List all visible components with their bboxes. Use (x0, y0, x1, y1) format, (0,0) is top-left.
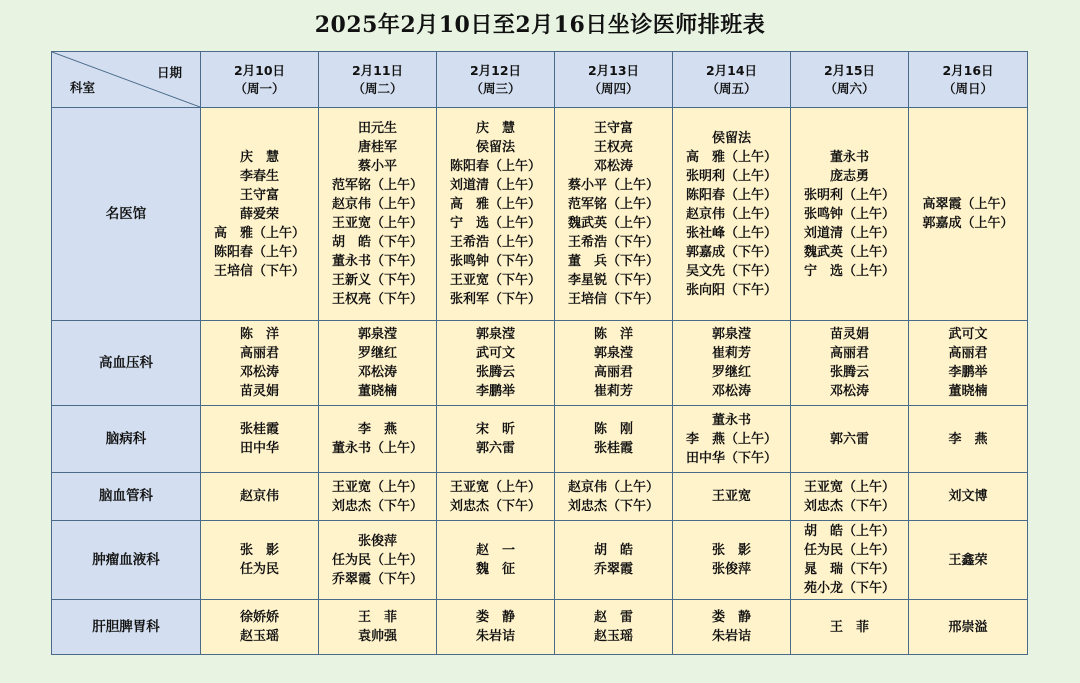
schedule-cell (673, 321, 791, 406)
doctor-entry: 苑小龙（下午） (803, 581, 895, 596)
doctor-entry: 郭泉滢 (711, 327, 751, 342)
schedule-cell (555, 108, 673, 321)
schedule-cell (437, 321, 555, 406)
day-header (319, 52, 437, 108)
doctor-entry: 庆 慧 (239, 149, 279, 165)
doctor-entry: 朱岩诘 (711, 629, 751, 644)
doctor-entry: 王权亮 (593, 140, 633, 155)
doctor-entry: 郭六雷 (829, 431, 869, 447)
doctor-entry: 侯留法 (711, 130, 751, 146)
doctor-entry: 陈 洋 (239, 327, 279, 342)
department-name: 肿瘤血液科 (52, 521, 201, 600)
table-row (52, 406, 1028, 473)
table-row (52, 600, 1028, 655)
corner-date-label: 日期 (156, 65, 182, 80)
doctor-entry: 罗继红 (357, 346, 397, 361)
doctor-entry: 刘忠杰（下午） (449, 498, 541, 514)
doctor-entry: 张社峰（上午） (685, 225, 777, 241)
doctor-entry: 高翠霞（上午） (922, 197, 1014, 212)
day-weekday: （周日） (942, 80, 993, 96)
doctor-entry: 董晓楠 (948, 384, 988, 399)
doctor-entry: 娄 静 (475, 610, 515, 625)
schedule-cell (673, 521, 791, 600)
doctor-entry: 高 雅（上午） (449, 197, 541, 212)
schedule-cell (437, 406, 555, 473)
doctor-entry: 王亚宽（上午） (331, 479, 423, 495)
doctor-entry: 张俊萍 (711, 562, 751, 577)
doctor-entry: 蔡小平（上午） (567, 178, 659, 193)
schedule-cell (791, 473, 909, 521)
day-header (555, 52, 673, 108)
schedule-cell (909, 108, 1028, 321)
day-header (791, 52, 909, 108)
doctor-entry: 高丽君 (593, 365, 633, 380)
doctor-entry: 张明利（上午） (803, 187, 895, 203)
day-date: 2月12日 (469, 62, 522, 78)
schedule-cell (909, 600, 1028, 655)
schedule-cell (791, 321, 909, 406)
schedule-table (51, 51, 1028, 655)
day-weekday: （周二） (352, 80, 403, 96)
doctor-entry: 王权亮（下午） (331, 292, 423, 307)
doctor-entry: 董 兵（下午） (567, 254, 659, 269)
doctor-entry: 邓松涛 (357, 365, 397, 380)
doctor-entry: 武可文 (948, 327, 988, 342)
schedule-cell (319, 473, 437, 521)
doctor-entry: 王希浩（下午） (567, 235, 659, 250)
day-header (909, 52, 1028, 108)
doctor-entry: 张利军（下午） (449, 292, 541, 307)
doctor-entry: 邓松涛 (593, 159, 633, 174)
doctor-entry: 张桂霞 (239, 422, 279, 437)
doctor-entry: 赵京伟（上午） (685, 206, 777, 222)
doctor-entry: 郭泉滢 (357, 327, 397, 342)
doctor-entry: 薛爱荣 (239, 206, 279, 222)
doctor-entry: 郭泉滢 (475, 327, 515, 342)
doctor-entry: 李鹏举 (948, 365, 988, 380)
doctor-entry: 邓松涛 (829, 384, 869, 399)
doctor-entry: 田中华（下午） (685, 450, 777, 466)
doctor-entry: 张桂霞 (593, 441, 633, 456)
schedule-cell (201, 108, 319, 321)
doctor-entry: 范军铭（上午） (331, 178, 423, 193)
schedule-cell (791, 600, 909, 655)
doctor-entry: 李 燕 (357, 422, 397, 437)
doctor-entry: 魏 征 (475, 562, 515, 577)
doctor-entry: 赵 一 (475, 543, 515, 558)
doctor-entry: 郭嘉成（上午） (922, 216, 1014, 231)
doctor-entry: 董永书（下午） (331, 254, 423, 269)
doctor-entry: 田中华 (239, 441, 279, 456)
schedule-cell (437, 600, 555, 655)
doctor-entry: 任为民（上午） (803, 543, 895, 558)
doctor-entry: 王 菲 (357, 610, 397, 625)
schedule-cell (319, 600, 437, 655)
department-name: 高血压科 (52, 321, 201, 406)
doctor-entry: 张腾云 (475, 365, 515, 380)
doctor-entry: 朱岩诘 (475, 629, 515, 644)
doctor-entry: 魏武英（上午） (567, 216, 659, 231)
day-weekday: （周三） (470, 80, 521, 96)
doctor-entry: 郭六雷 (475, 441, 515, 456)
schedule-cell (437, 473, 555, 521)
department-name: 脑血管科 (52, 473, 201, 521)
doctor-entry: 张腾云 (829, 365, 869, 380)
day-date: 2月10日 (233, 62, 286, 78)
schedule-cell (555, 473, 673, 521)
doctor-entry: 胡 皓 (593, 543, 633, 558)
day-weekday: （周一） (234, 80, 285, 96)
schedule-cell (909, 473, 1028, 521)
schedule-cell (673, 473, 791, 521)
day-date: 2月15日 (823, 62, 876, 78)
schedule-cell (555, 600, 673, 655)
doctor-entry: 赵 雷 (593, 610, 633, 625)
doctor-entry: 邓松涛 (711, 384, 751, 399)
schedule-cell (909, 321, 1028, 406)
doctor-entry: 宁 选（上午） (449, 216, 541, 231)
doctor-entry: 庞志勇 (829, 168, 869, 184)
corner-cell (52, 52, 201, 108)
schedule-cell (201, 521, 319, 600)
department-name: 脑病科 (52, 406, 201, 473)
doctor-entry: 李星锐（下午） (567, 273, 659, 288)
doctor-entry: 武可文 (475, 346, 515, 361)
day-weekday: （周四） (588, 80, 639, 96)
schedule-cell (319, 406, 437, 473)
schedule-cell (791, 521, 909, 600)
doctor-entry: 陈阳春（上午） (213, 244, 305, 260)
schedule-cell (201, 473, 319, 521)
doctor-entry: 晁 瑞（下午） (803, 562, 895, 577)
day-weekday: （周五） (706, 80, 757, 96)
doctor-entry: 崔莉芳 (711, 346, 751, 361)
schedule-cell (437, 521, 555, 600)
doctor-entry: 王希浩（上午） (449, 235, 541, 250)
doctor-entry: 王亚宽（上午） (331, 216, 423, 231)
doctor-entry: 赵京伟（上午） (331, 197, 423, 212)
doctor-entry: 高丽君 (948, 346, 988, 361)
schedule-cell (909, 521, 1028, 600)
corner-dept-label: 科室 (70, 80, 96, 95)
day-date: 2月11日 (351, 62, 404, 78)
doctor-entry: 刘忠杰（下午） (331, 498, 423, 514)
day-date: 2月16日 (942, 62, 994, 78)
schedule-body (52, 108, 1028, 655)
doctor-entry: 郭泉滢 (593, 346, 633, 361)
doctor-entry: 邓松涛 (239, 365, 279, 380)
schedule-cell (909, 406, 1028, 473)
doctor-entry: 胡 皓（上午） (803, 524, 895, 539)
schedule-cell (201, 321, 319, 406)
doctor-entry: 苗灵娟 (829, 327, 869, 342)
doctor-entry: 张 影 (711, 543, 751, 558)
doctor-entry: 王鑫荣 (948, 552, 988, 568)
schedule-cell (673, 600, 791, 655)
doctor-entry: 王亚宽（下午） (449, 273, 541, 288)
doctor-entry: 张 影 (239, 543, 279, 558)
doctor-entry: 王培信（下午） (213, 263, 305, 279)
table-row (52, 521, 1028, 600)
doctor-entry: 刘忠杰（下午） (803, 498, 895, 514)
schedule-cell (791, 406, 909, 473)
doctor-entry: 张明利（上午） (685, 168, 777, 184)
doctor-entry: 张俊萍 (357, 533, 397, 549)
doctor-entry: 王亚宽（上午） (803, 479, 895, 495)
doctor-entry: 赵京伟（上午） (567, 479, 659, 495)
doctor-entry: 王培信（下午） (567, 292, 659, 307)
schedule-cell (319, 321, 437, 406)
doctor-entry: 刘文博 (948, 489, 988, 504)
doctor-entry: 李 燕（上午） (685, 431, 777, 447)
doctor-entry: 徐娇娇 (239, 610, 279, 625)
doctor-entry: 陈阳春（上午） (685, 187, 777, 203)
day-weekday: （周六） (824, 80, 875, 96)
doctor-entry: 魏武英（上午） (803, 244, 895, 260)
doctor-entry: 赵京伟 (239, 489, 279, 504)
day-header (437, 52, 555, 108)
doctor-entry: 高丽君 (829, 346, 869, 361)
department-name: 肝胆脾胃科 (52, 600, 201, 655)
doctor-entry: 郭嘉成（下午） (685, 244, 777, 260)
doctor-entry: 高丽君 (239, 346, 279, 361)
schedule-cell (673, 108, 791, 321)
doctor-entry: 邢崇溢 (948, 619, 988, 635)
doctor-entry: 刘忠杰（下午） (567, 498, 659, 514)
doctor-entry: 罗继红 (711, 365, 751, 380)
table-row (52, 108, 1028, 321)
doctor-entry: 王守富 (593, 121, 633, 136)
day-date: 2月13日 (587, 62, 640, 78)
header-row (52, 52, 1028, 108)
schedule-cell (319, 108, 437, 321)
table-row (52, 473, 1028, 521)
doctor-entry: 高 雅（上午） (213, 225, 305, 241)
schedule-cell (555, 321, 673, 406)
doctor-entry: 吴文先（下午） (685, 263, 777, 279)
doctor-entry: 庆 慧 (475, 121, 515, 136)
schedule-cell (673, 406, 791, 473)
day-date: 2月14日 (705, 62, 758, 78)
doctor-entry: 范军铭（上午） (567, 197, 659, 212)
doctor-entry: 李春生 (239, 168, 279, 184)
doctor-entry: 董晓楠 (357, 384, 397, 399)
schedule-cell (319, 521, 437, 600)
doctor-entry: 袁帅强 (357, 629, 397, 644)
doctor-entry: 宁 选（上午） (803, 263, 895, 279)
doctor-entry: 高 雅（上午） (685, 149, 777, 165)
doctor-entry: 王亚宽 (711, 489, 751, 504)
doctor-entry: 王守富 (239, 187, 279, 203)
schedule-cell (555, 521, 673, 600)
doctor-entry: 蔡小平 (357, 159, 397, 174)
schedule-cell (201, 600, 319, 655)
doctor-entry: 苗灵娟 (239, 384, 279, 399)
doctor-entry: 王新义（下午） (331, 273, 423, 288)
day-header (201, 52, 319, 108)
schedule-cell (437, 108, 555, 321)
doctor-entry: 任为民 (239, 562, 279, 577)
doctor-entry: 崔莉芳 (593, 384, 633, 399)
page-title: 2025年2月10日至2月16日坐诊医师排班表 (314, 12, 766, 38)
doctor-entry: 王亚宽（上午） (449, 479, 541, 495)
doctor-entry: 王 菲 (829, 619, 869, 635)
doctor-entry: 董永书 (711, 412, 751, 428)
doctor-entry: 张鸣钟（下午） (449, 254, 541, 269)
doctor-entry: 唐桂军 (357, 140, 397, 155)
doctor-entry: 李 燕 (948, 431, 988, 447)
table-row (52, 321, 1028, 406)
doctor-entry: 任为民（上午） (331, 552, 423, 568)
doctor-entry: 陈阳春（上午） (449, 159, 541, 174)
doctor-entry: 胡 皓（下午） (331, 235, 423, 250)
doctor-entry: 董永书（上午） (331, 441, 423, 456)
doctor-entry: 张向阳（下午） (685, 282, 777, 298)
day-header (673, 52, 791, 108)
doctor-entry: 陈 刚 (593, 422, 633, 437)
doctor-entry: 侯留法 (475, 140, 515, 155)
doctor-entry: 乔翠霞（下午） (331, 571, 423, 587)
department-name: 名医馆 (52, 108, 201, 321)
doctor-entry: 赵玉瑶 (593, 629, 633, 644)
schedule-cell (791, 108, 909, 321)
doctor-entry: 田元生 (357, 121, 397, 136)
doctor-entry: 娄 静 (711, 610, 751, 625)
schedule-cell (555, 406, 673, 473)
doctor-entry: 刘道清（上午） (803, 225, 895, 241)
schedule-cell (201, 406, 319, 473)
doctor-entry: 宋 昕 (475, 422, 515, 437)
doctor-entry: 刘道清（上午） (449, 178, 541, 193)
doctor-entry: 赵玉瑶 (239, 629, 279, 644)
doctor-entry: 董永书 (829, 149, 869, 165)
doctor-entry: 李鹏举 (475, 384, 515, 399)
doctor-entry: 乔翠霞 (593, 562, 633, 577)
doctor-entry: 张鸣钟（上午） (803, 206, 895, 222)
doctor-entry: 陈 洋 (593, 327, 633, 342)
